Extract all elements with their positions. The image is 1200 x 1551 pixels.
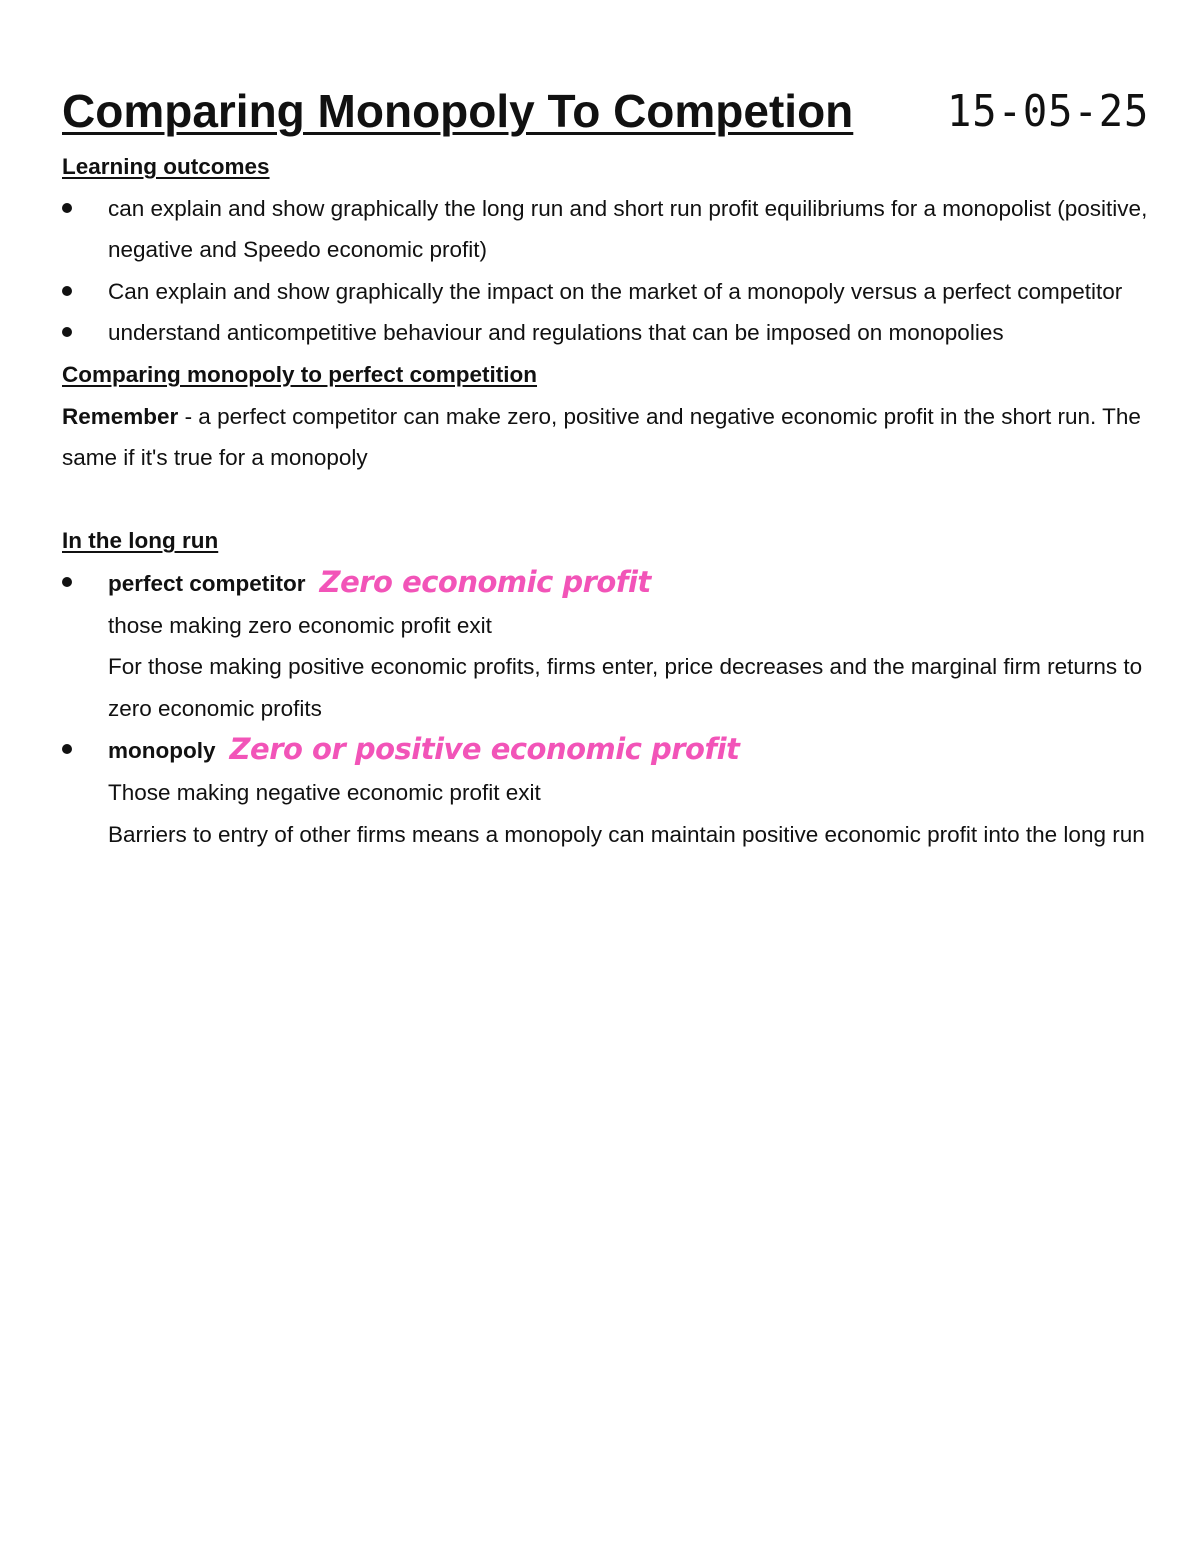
- list-item: [62, 188, 1152, 271]
- perfect-competitor-line: For those making positive economic profits, firms enter, price decreases and the marginal firm returns to zero economic profits: [108, 654, 1143, 721]
- bullet-icon: [62, 577, 72, 587]
- learning-outcome-text: Can explain and show graphically the impact on the market of a monopoly versus a perfect competitor: [108, 278, 1123, 304]
- long-run-heading: In the long run: [62, 528, 219, 554]
- bullet-icon: [62, 286, 72, 296]
- handwritten-note: Zero economic profit: [319, 564, 651, 599]
- learning-outcomes-list: [62, 188, 1152, 354]
- monopoly-line: Those making negative economic profit exit: [108, 779, 541, 805]
- page-title: Comparing Monopoly To Competion: [62, 85, 854, 137]
- monopoly-label: monopoly: [108, 738, 216, 764]
- bullet-icon: [62, 744, 72, 754]
- perfect-competitor-label: perfect competitor: [108, 570, 306, 596]
- list-item: [62, 729, 1152, 855]
- handwritten-date: 15-05-25: [947, 86, 1150, 137]
- bullet-icon: [62, 203, 72, 213]
- monopoly-line: Barriers to entry of other firms means a monopoly can maintain positive economic profit into the long run: [108, 821, 1145, 847]
- document-body: [62, 146, 1152, 855]
- learning-outcomes-heading: Learning outcomes: [62, 154, 270, 179]
- long-run-list: [62, 562, 1152, 855]
- bullet-icon: [62, 327, 72, 337]
- list-item: [62, 271, 1152, 313]
- remember-paragraph: [62, 396, 1152, 479]
- title-row: [62, 84, 1192, 146]
- perfect-competitor-line: those making zero economic profit exit: [108, 612, 492, 638]
- learning-outcome-text: can explain and show graphically the long run and short run profit equilibriums for a monopolist (positive, negative and Speedo economic profit): [108, 195, 1148, 263]
- handwritten-note: Zero or positive economic profit: [229, 732, 740, 767]
- list-item: [62, 312, 1152, 354]
- comparison-heading: Comparing monopoly to perfect competition: [62, 361, 538, 387]
- list-item: [62, 562, 1152, 729]
- remember-label: Remember: [62, 403, 179, 429]
- remember-text: - a perfect competitor can make zero, positive and negative economic profit in the short run. The same if it's true for a monopoly: [62, 403, 1141, 471]
- learning-outcome-text: understand anticompetitive behaviour and regulations that can be imposed on monopolies: [108, 320, 1004, 346]
- spacer: [62, 479, 1152, 521]
